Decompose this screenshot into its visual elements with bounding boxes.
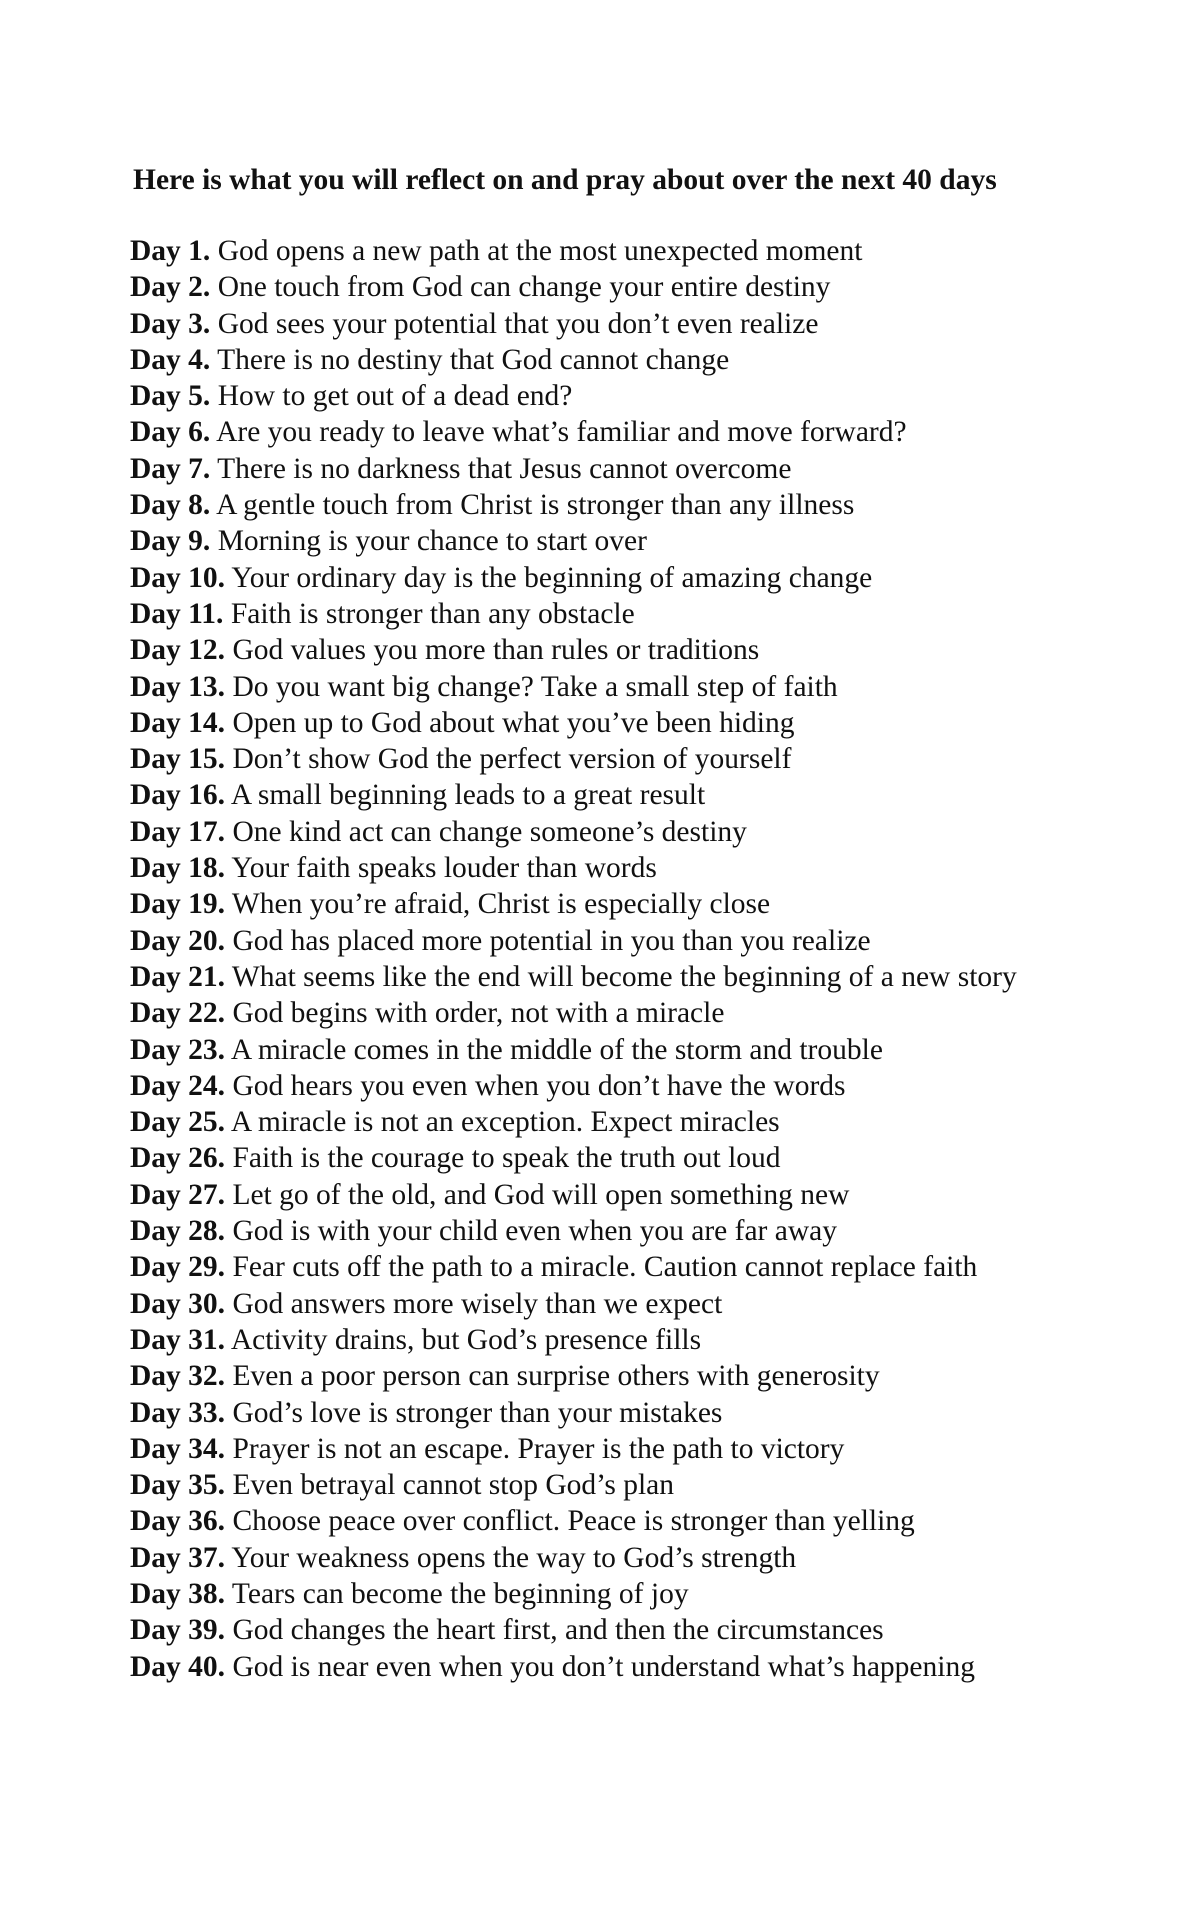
day-label: Day 15. — [130, 743, 226, 776]
list-item-day-27 — [130, 1177, 1017, 1213]
list-item-day-14 — [130, 705, 1017, 741]
day-text: Even betrayal cannot stop God’s plan — [232, 1469, 675, 1502]
day-text: A miracle comes in the middle of the storm and trouble — [230, 1033, 883, 1066]
list-item-day-32 — [130, 1358, 1017, 1394]
list-item-day-29 — [130, 1249, 1017, 1285]
day-label: Day 30. — [130, 1287, 226, 1320]
day-text: There is no darkness that Jesus cannot overcome — [217, 452, 792, 485]
list-item-day-4 — [130, 342, 1017, 378]
day-label: Day 38. — [130, 1577, 226, 1610]
day-label: Day 7. — [130, 452, 211, 485]
day-label: Day 5. — [130, 380, 211, 413]
day-label: Day 1. — [130, 235, 211, 267]
day-text: A gentle touch from Christ is stronger than any illness — [216, 489, 855, 522]
list-item-day-37 — [130, 1540, 1017, 1576]
day-text: How to get out of a dead end? — [217, 380, 573, 413]
day-label: Day 36. — [130, 1505, 226, 1538]
day-label: Day 25. — [130, 1106, 226, 1139]
list-item-day-9 — [130, 523, 1017, 559]
day-label: Day 21. — [130, 960, 226, 993]
day-label: Day 4. — [130, 343, 211, 376]
day-text: Morning is your chance to start over — [217, 525, 647, 558]
day-label: Day 19. — [130, 888, 226, 921]
day-label: Day 33. — [130, 1396, 226, 1429]
list-item-day-22 — [130, 995, 1017, 1031]
day-label: Day 37. — [130, 1541, 226, 1574]
page-title: Here is what you will reflect on and pray about over the next 40 days — [133, 164, 997, 196]
day-label: Day 11. — [130, 597, 224, 630]
day-label: Day 28. — [130, 1215, 226, 1248]
day-label: Day 32. — [130, 1360, 226, 1393]
day-label: Day 2. — [130, 271, 211, 304]
list-item-day-7 — [130, 451, 1017, 487]
day-text: There is no destiny that God cannot change — [217, 343, 730, 376]
day-text: God sees your potential that you don’t even realize — [217, 307, 819, 340]
day-label: Day 13. — [130, 670, 226, 703]
day-label: Day 34. — [130, 1432, 226, 1465]
list-item-day-20 — [130, 923, 1017, 959]
day-text: Faith is stronger than any obstacle — [230, 597, 635, 630]
day-text: A small beginning leads to a great result — [230, 779, 706, 812]
list-item-day-21 — [130, 959, 1017, 995]
day-text: Prayer is not an escape. Prayer is the path to victory — [232, 1432, 845, 1465]
list-item-day-19 — [130, 886, 1017, 922]
day-label: Day 39. — [130, 1614, 226, 1647]
list-item-day-10 — [130, 560, 1017, 596]
day-label: Day 24. — [130, 1069, 226, 1102]
day-text: Tears can become the beginning of joy — [231, 1577, 689, 1610]
list-item-day-15 — [130, 741, 1017, 777]
day-text: Let go of the old, and God will open something new — [232, 1178, 850, 1211]
list-item-day-6 — [130, 414, 1017, 450]
day-label: Day 35. — [130, 1469, 226, 1502]
day-label: Day 6. — [130, 416, 211, 449]
day-text: God’s love is stronger than your mistakes — [232, 1396, 723, 1429]
list-item-day-13 — [130, 669, 1017, 705]
day-label: Day 8. — [130, 489, 211, 522]
day-label: Day 12. — [130, 634, 226, 667]
day-label: Day 18. — [130, 852, 226, 885]
list-item-day-33 — [130, 1395, 1017, 1431]
day-text: One kind act can change someone’s destiny — [232, 815, 747, 848]
day-text: God begins with order, not with a miracle — [232, 997, 725, 1030]
day-label: Day 27. — [130, 1178, 226, 1211]
day-label: Day 22. — [130, 997, 226, 1030]
day-label: Day 26. — [130, 1142, 226, 1175]
day-text: God opens a new path at the most unexpected moment — [217, 235, 863, 267]
day-text: God is near even when you don’t understand what’s happening — [232, 1650, 975, 1683]
day-label: Day 16. — [130, 779, 226, 812]
day-text: Fear cuts off the path to a miracle. Caution cannot replace faith — [232, 1251, 978, 1284]
day-text: One touch from God can change your entire destiny — [217, 271, 831, 304]
day-text: A miracle is not an exception. Expect miracles — [230, 1106, 780, 1139]
day-label: Day 14. — [130, 706, 226, 739]
day-text: God changes the heart first, and then the circumstances — [232, 1614, 884, 1647]
list-item-day-25 — [130, 1104, 1017, 1140]
list-item-day-12 — [130, 632, 1017, 668]
day-label: Day 20. — [130, 924, 226, 957]
day-label: Day 40. — [130, 1650, 226, 1683]
day-text: Do you want big change? Take a small step of faith — [232, 670, 838, 703]
list-item-day-36 — [130, 1503, 1017, 1539]
day-text: Even a poor person can surprise others with generosity — [232, 1360, 880, 1393]
list-item-day-18 — [130, 850, 1017, 886]
list-item-day-39 — [130, 1612, 1017, 1648]
day-text: God is with your child even when you are far away — [232, 1215, 838, 1248]
day-text: Your faith speaks louder than words — [231, 852, 657, 885]
day-label: Day 17. — [130, 815, 226, 848]
list-item-day-11 — [130, 596, 1017, 632]
list-item-day-40 — [130, 1649, 1017, 1685]
list-item-day-23 — [130, 1032, 1017, 1068]
list-item-day-26 — [130, 1140, 1017, 1176]
day-text: What seems like the end will become the beginning of a new story — [231, 960, 1017, 993]
list-item-day-16 — [130, 777, 1017, 813]
list-item-day-5 — [130, 378, 1017, 414]
list-item-day-30 — [130, 1286, 1017, 1322]
day-text: When you’re afraid, Christ is especially close — [231, 888, 771, 921]
list-item-day-8 — [130, 487, 1017, 523]
list-item-day-28 — [130, 1213, 1017, 1249]
list-item-day-34 — [130, 1431, 1017, 1467]
list-item-day-24 — [130, 1068, 1017, 1104]
list-item-day-3 — [130, 306, 1017, 342]
day-label: Day 9. — [130, 525, 211, 558]
day-text: God values you more than rules or traditions — [232, 634, 760, 667]
day-text: Your weakness opens the way to God’s strength — [231, 1541, 797, 1574]
day-text: Don’t show God the perfect version of yourself — [232, 743, 792, 776]
day-list — [130, 233, 1017, 1685]
list-item-day-31 — [130, 1322, 1017, 1358]
day-text: Activity drains, but God’s presence fills — [230, 1323, 702, 1356]
day-text: God answers more wisely than we expect — [232, 1287, 723, 1320]
list-item-day-17 — [130, 814, 1017, 850]
list-item-day-1 — [130, 233, 1017, 269]
day-text: God hears you even when you don’t have the words — [232, 1069, 846, 1102]
day-text: Are you ready to leave what’s familiar and move forward? — [216, 416, 907, 449]
list-item-day-38 — [130, 1576, 1017, 1612]
day-text: Faith is the courage to speak the truth out loud — [232, 1142, 781, 1175]
day-label: Day 31. — [130, 1323, 226, 1356]
day-text: Your ordinary day is the beginning of amazing change — [231, 561, 873, 594]
day-label: Day 29. — [130, 1251, 226, 1284]
list-item-day-35 — [130, 1467, 1017, 1503]
day-label: Day 10. — [130, 561, 226, 594]
day-text: God has placed more potential in you than you realize — [232, 924, 871, 957]
day-text: Choose peace over conflict. Peace is stronger than yelling — [232, 1505, 915, 1538]
day-text: Open up to God about what you’ve been hiding — [232, 706, 795, 739]
day-label: Day 23. — [130, 1033, 226, 1066]
day-label: Day 3. — [130, 307, 211, 340]
list-item-day-2 — [130, 269, 1017, 305]
